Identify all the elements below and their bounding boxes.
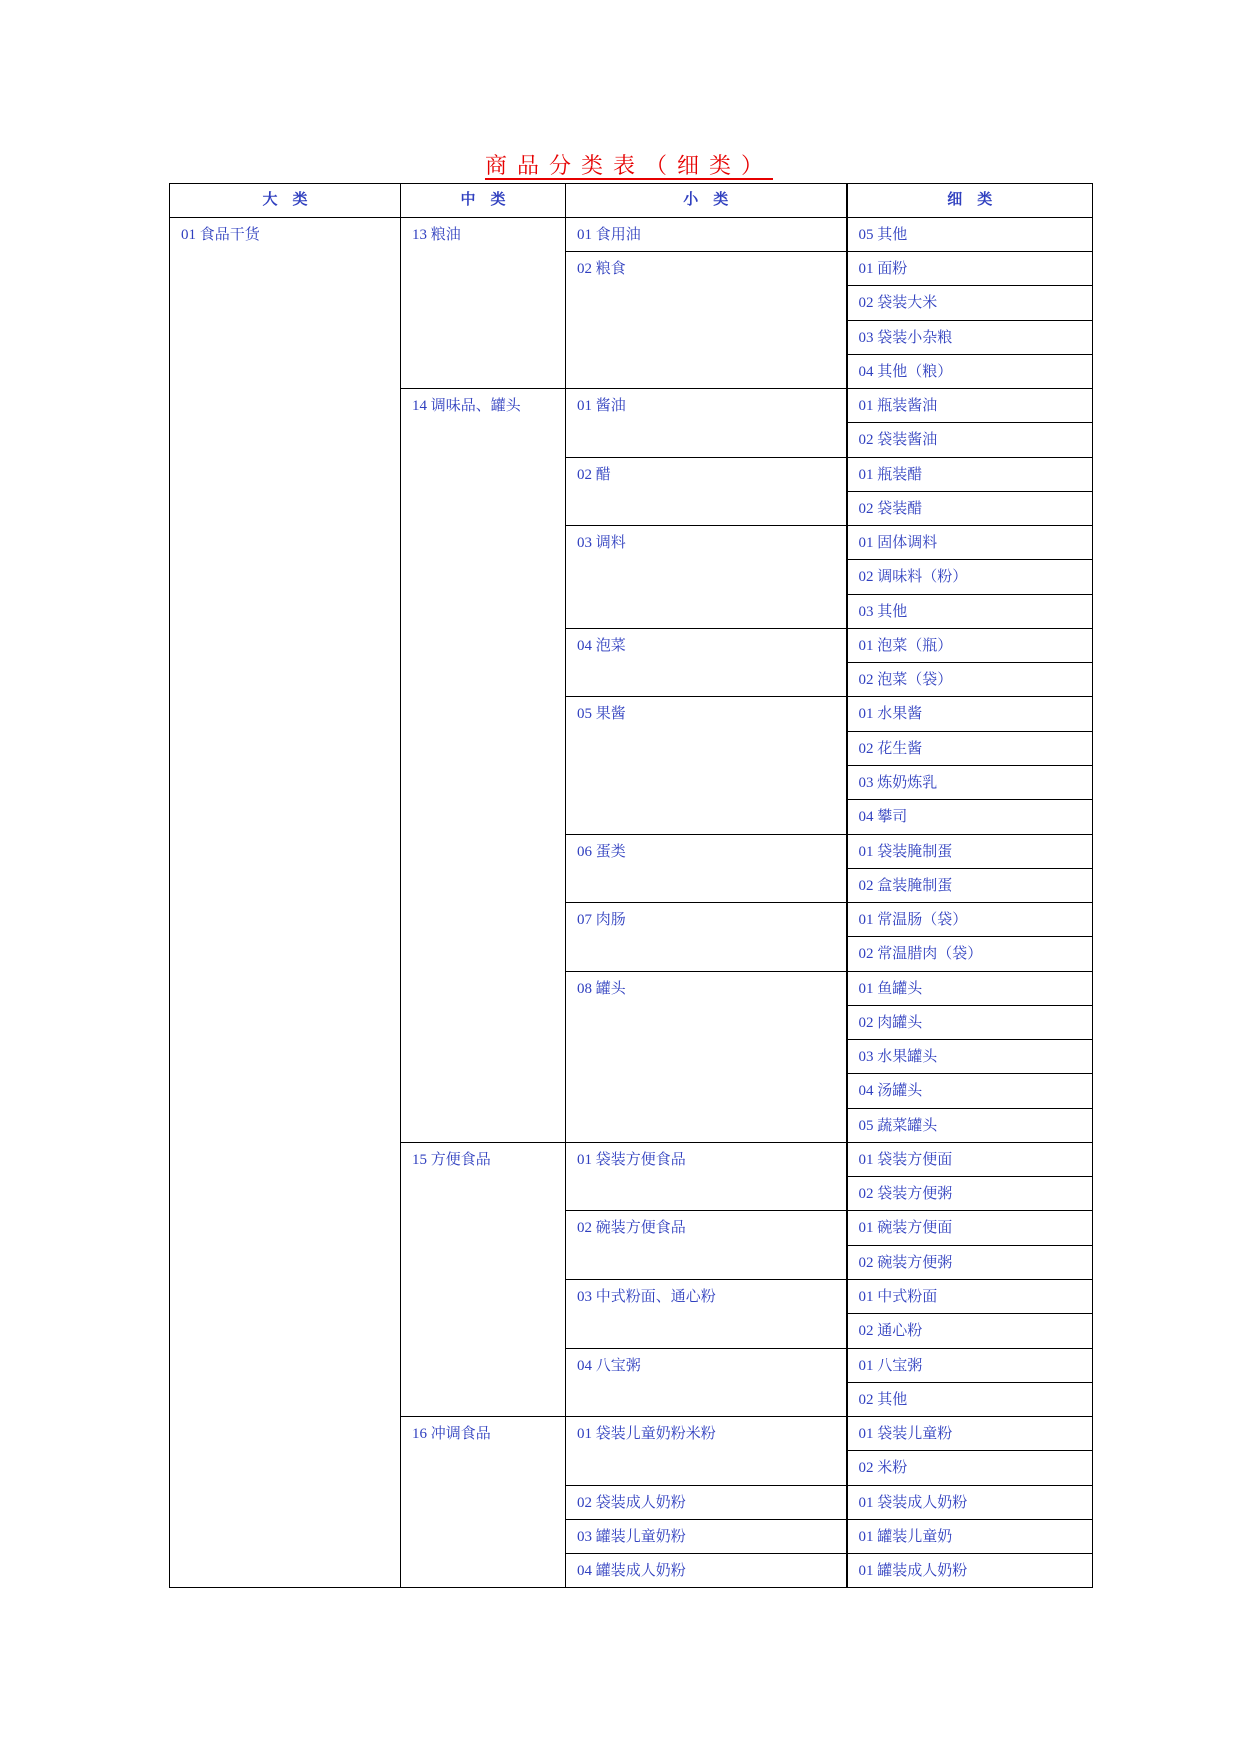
small-category-cell: 02 袋装成人奶粉 [566,1485,847,1519]
header-major-category: 大 类 [170,184,401,218]
small-category-cell: 01 袋装方便食品 [566,1142,847,1211]
header-fine-category: 细 类 [847,184,1093,218]
small-category-cell: 01 袋装儿童奶粉米粉 [566,1417,847,1486]
fine-category-cell: 01 罐装儿童奶 [847,1519,1093,1553]
fine-category-cell: 02 袋装方便粥 [847,1177,1093,1211]
header-row [170,184,1093,218]
fine-category-cell: 03 水果罐头 [847,1040,1093,1074]
header-mid-category: 中 类 [401,184,566,218]
fine-category-cell: 05 蔬菜罐头 [847,1108,1093,1142]
fine-category-cell: 04 攀司 [847,800,1093,834]
major-category-cell: 01 食品干货 [170,217,401,1588]
fine-category-cell: 02 其他 [847,1382,1093,1416]
fine-category-cell: 01 袋装腌制蛋 [847,834,1093,868]
fine-category-cell: 01 袋装儿童粉 [847,1417,1093,1451]
small-category-cell: 08 罐头 [566,971,847,1142]
small-category-cell: 03 罐装儿童奶粉 [566,1519,847,1553]
small-category-cell: 07 肉肠 [566,903,847,972]
fine-category-cell: 01 袋装成人奶粉 [847,1485,1093,1519]
fine-category-cell: 02 碗装方便粥 [847,1245,1093,1279]
fine-category-cell: 04 汤罐头 [847,1074,1093,1108]
fine-category-cell: 02 调味料（粉） [847,560,1093,594]
fine-category-cell: 01 水果酱 [847,697,1093,731]
fine-category-cell: 01 中式粉面 [847,1279,1093,1313]
fine-category-cell: 01 常温肠（袋） [847,903,1093,937]
mid-category-cell: 13 粮油 [401,217,566,388]
small-category-cell: 03 调料 [566,526,847,629]
page-title: 商品分类表（细类） [484,153,773,178]
fine-category-cell: 02 泡菜（袋） [847,663,1093,697]
fine-category-cell: 01 固体调料 [847,526,1093,560]
fine-category-cell: 02 肉罐头 [847,1005,1093,1039]
fine-category-cell: 01 瓶装酱油 [847,389,1093,423]
table-row [170,217,1093,251]
fine-category-cell: 02 盒装腌制蛋 [847,868,1093,902]
mid-category-cell: 15 方便食品 [401,1142,566,1416]
table-body [170,217,1093,1588]
fine-category-cell: 02 米粉 [847,1451,1093,1485]
mid-category-cell: 16 冲调食品 [401,1417,566,1588]
category-table [169,183,1093,1588]
small-category-cell: 05 果酱 [566,697,847,834]
fine-category-cell: 04 其他（粮） [847,354,1093,388]
small-category-cell: 04 泡菜 [566,628,847,697]
mid-category-cell: 14 调味品、罐头 [401,389,566,1143]
small-category-cell: 04 罐装成人奶粉 [566,1554,847,1588]
fine-category-cell: 01 面粉 [847,252,1093,286]
fine-category-cell: 02 袋装酱油 [847,423,1093,457]
fine-category-cell: 01 八宝粥 [847,1348,1093,1382]
small-category-cell: 01 酱油 [566,389,847,458]
small-category-cell: 01 食用油 [566,217,847,251]
table-header [170,184,1093,218]
fine-category-cell: 02 袋装大米 [847,286,1093,320]
small-category-cell: 03 中式粉面、通心粉 [566,1279,847,1348]
fine-category-cell: 01 鱼罐头 [847,971,1093,1005]
fine-category-cell: 02 常温腊肉（袋） [847,937,1093,971]
small-category-cell: 02 醋 [566,457,847,526]
small-category-cell: 04 八宝粥 [566,1348,847,1417]
fine-category-cell: 01 袋装方便面 [847,1142,1093,1176]
fine-category-cell: 01 瓶装醋 [847,457,1093,491]
small-category-cell: 02 碗装方便食品 [566,1211,847,1280]
fine-category-cell: 03 其他 [847,594,1093,628]
header-small-category: 小 类 [566,184,847,218]
fine-category-cell: 02 通心粉 [847,1314,1093,1348]
fine-category-cell: 02 袋装醋 [847,491,1093,525]
fine-category-cell: 03 袋装小杂粮 [847,320,1093,354]
small-category-cell: 06 蛋类 [566,834,847,903]
fine-category-cell: 03 炼奶炼乳 [847,766,1093,800]
small-category-cell: 02 粮食 [566,252,847,389]
fine-category-cell: 02 花生酱 [847,731,1093,765]
fine-category-cell: 01 罐装成人奶粉 [847,1554,1093,1588]
fine-category-cell: 01 泡菜（瓶） [847,628,1093,662]
fine-category-cell: 01 碗装方便面 [847,1211,1093,1245]
fine-category-cell: 05 其他 [847,217,1093,251]
